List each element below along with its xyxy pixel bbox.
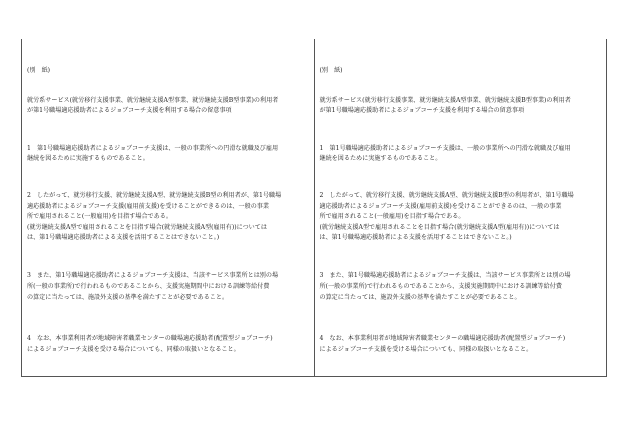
item-3-line: の算定に当たっては、施設外支援の基準を満たすことが必要であること。: [27, 294, 229, 301]
left-column: [22, 39, 314, 376]
item-3-line: 所(一般の事業所)で行われるものであることから、支援実施期間中における訓練等給付費: [27, 283, 270, 290]
item-4-line: によるジョブコーチ支援を受ける場合についても、同様の取扱いとなること。: [27, 346, 240, 353]
item-1-line: 1 第1号職場適応援助者によるジョブコーチ支援は、一般の事業所への円滑な就職及び雇用: [319, 145, 571, 152]
item-2-line: (就労継続支援A型で雇用されることを目指す場合(就労継続支援A型(雇用有))については: [27, 224, 267, 231]
intro-line: 就労系サービス(就労移行支援事業、就労継続支援A型事業、就労継続支援B型事業)の利用者: [27, 97, 279, 104]
item-2-line: 適応援助者によるジョブコーチ支援(雇用前支援)を受けることができるのは、一般の事業: [27, 203, 269, 210]
item-2-line: 所で雇用されること(一般雇用)を目指す場合である。: [319, 213, 465, 220]
item-1-line: 継続を図るために実施するものであること。: [319, 155, 442, 162]
item-2-line: 2 したがって、就労移行支援、就労継続支援A型、就労継続支援B型の利用者が、第1号職場: [319, 192, 574, 199]
item-3-line: 3 また、第1号職場適応援助者によるジョブコーチ支援は、当該サービス事業所とは別の場: [27, 272, 279, 279]
attachment-label: (別 紙): [319, 67, 343, 74]
item-3-line: 3 また、第1号職場適応援助者によるジョブコーチ支援は、当該サービス事業所とは別の場: [319, 272, 571, 279]
item-4-line: 4 なお、本事業利用者が地域障害者職業センターの職場適応援助者(配置型ジョブコーチ): [319, 335, 566, 342]
item-3-line: 所(一般の事業所)で行われるものであることから、支援実施期間中における訓練等給付費: [319, 283, 562, 290]
item-2-line: 所で雇用されること(一般雇用)を目指す場合である。: [27, 213, 172, 220]
item-1-line: 継続を図るために実施するものであること。: [27, 155, 149, 162]
item-2-line: は、第1号職場適応援助者による支援を活用することはできないこと。): [27, 234, 220, 241]
comparison-table: [21, 39, 607, 377]
intro-line: が第1号職場適応援助者によるジョブコーチ支援を利用する場合の留意事項: [27, 107, 232, 114]
intro-line: 就労系サービス(就労移行支援事業、就労継続支援A型事業、就労継続支援B型事業)の利用者: [319, 97, 571, 104]
item-1-line: 1 第1号職場適応援助者によるジョブコーチ支援は、一般の事業所への円滑な就職及び雇用: [27, 145, 279, 152]
attachment-label: (別 紙): [27, 67, 51, 74]
right-column: [314, 39, 607, 376]
item-2-line: 2 したがって、就労移行支援、就労継続支援A型、就労継続支援B型の利用者が、第1号職場: [27, 192, 282, 199]
item-4-line: 4 なお、本事業利用者が地域障害者職業センターの職場適応援助者(配置型ジョブコーチ): [27, 335, 273, 342]
item-2-line: (就労継続支援A型で雇用されることを目指す場合(就労継続支援A型(雇用有))については: [319, 224, 560, 231]
item-3-line: の算定に当たっては、施設外支援の基準を満たすことが必要であること。: [319, 294, 521, 301]
intro-line: が第1号職場適応援助者によるジョブコーチ支援を利用する場合の留意事項: [319, 107, 525, 114]
item-2-line: 適応援助者によるジョブコーチ支援(雇用前支援)を受けることができるのは、一般の事業: [319, 203, 562, 210]
item-2-line: は、第1号職場適応援助者による支援を活用することはできないこと。): [319, 234, 512, 241]
item-4-line: によるジョブコーチ支援を受ける場合についても、同様の取扱いとなること。: [319, 346, 533, 353]
